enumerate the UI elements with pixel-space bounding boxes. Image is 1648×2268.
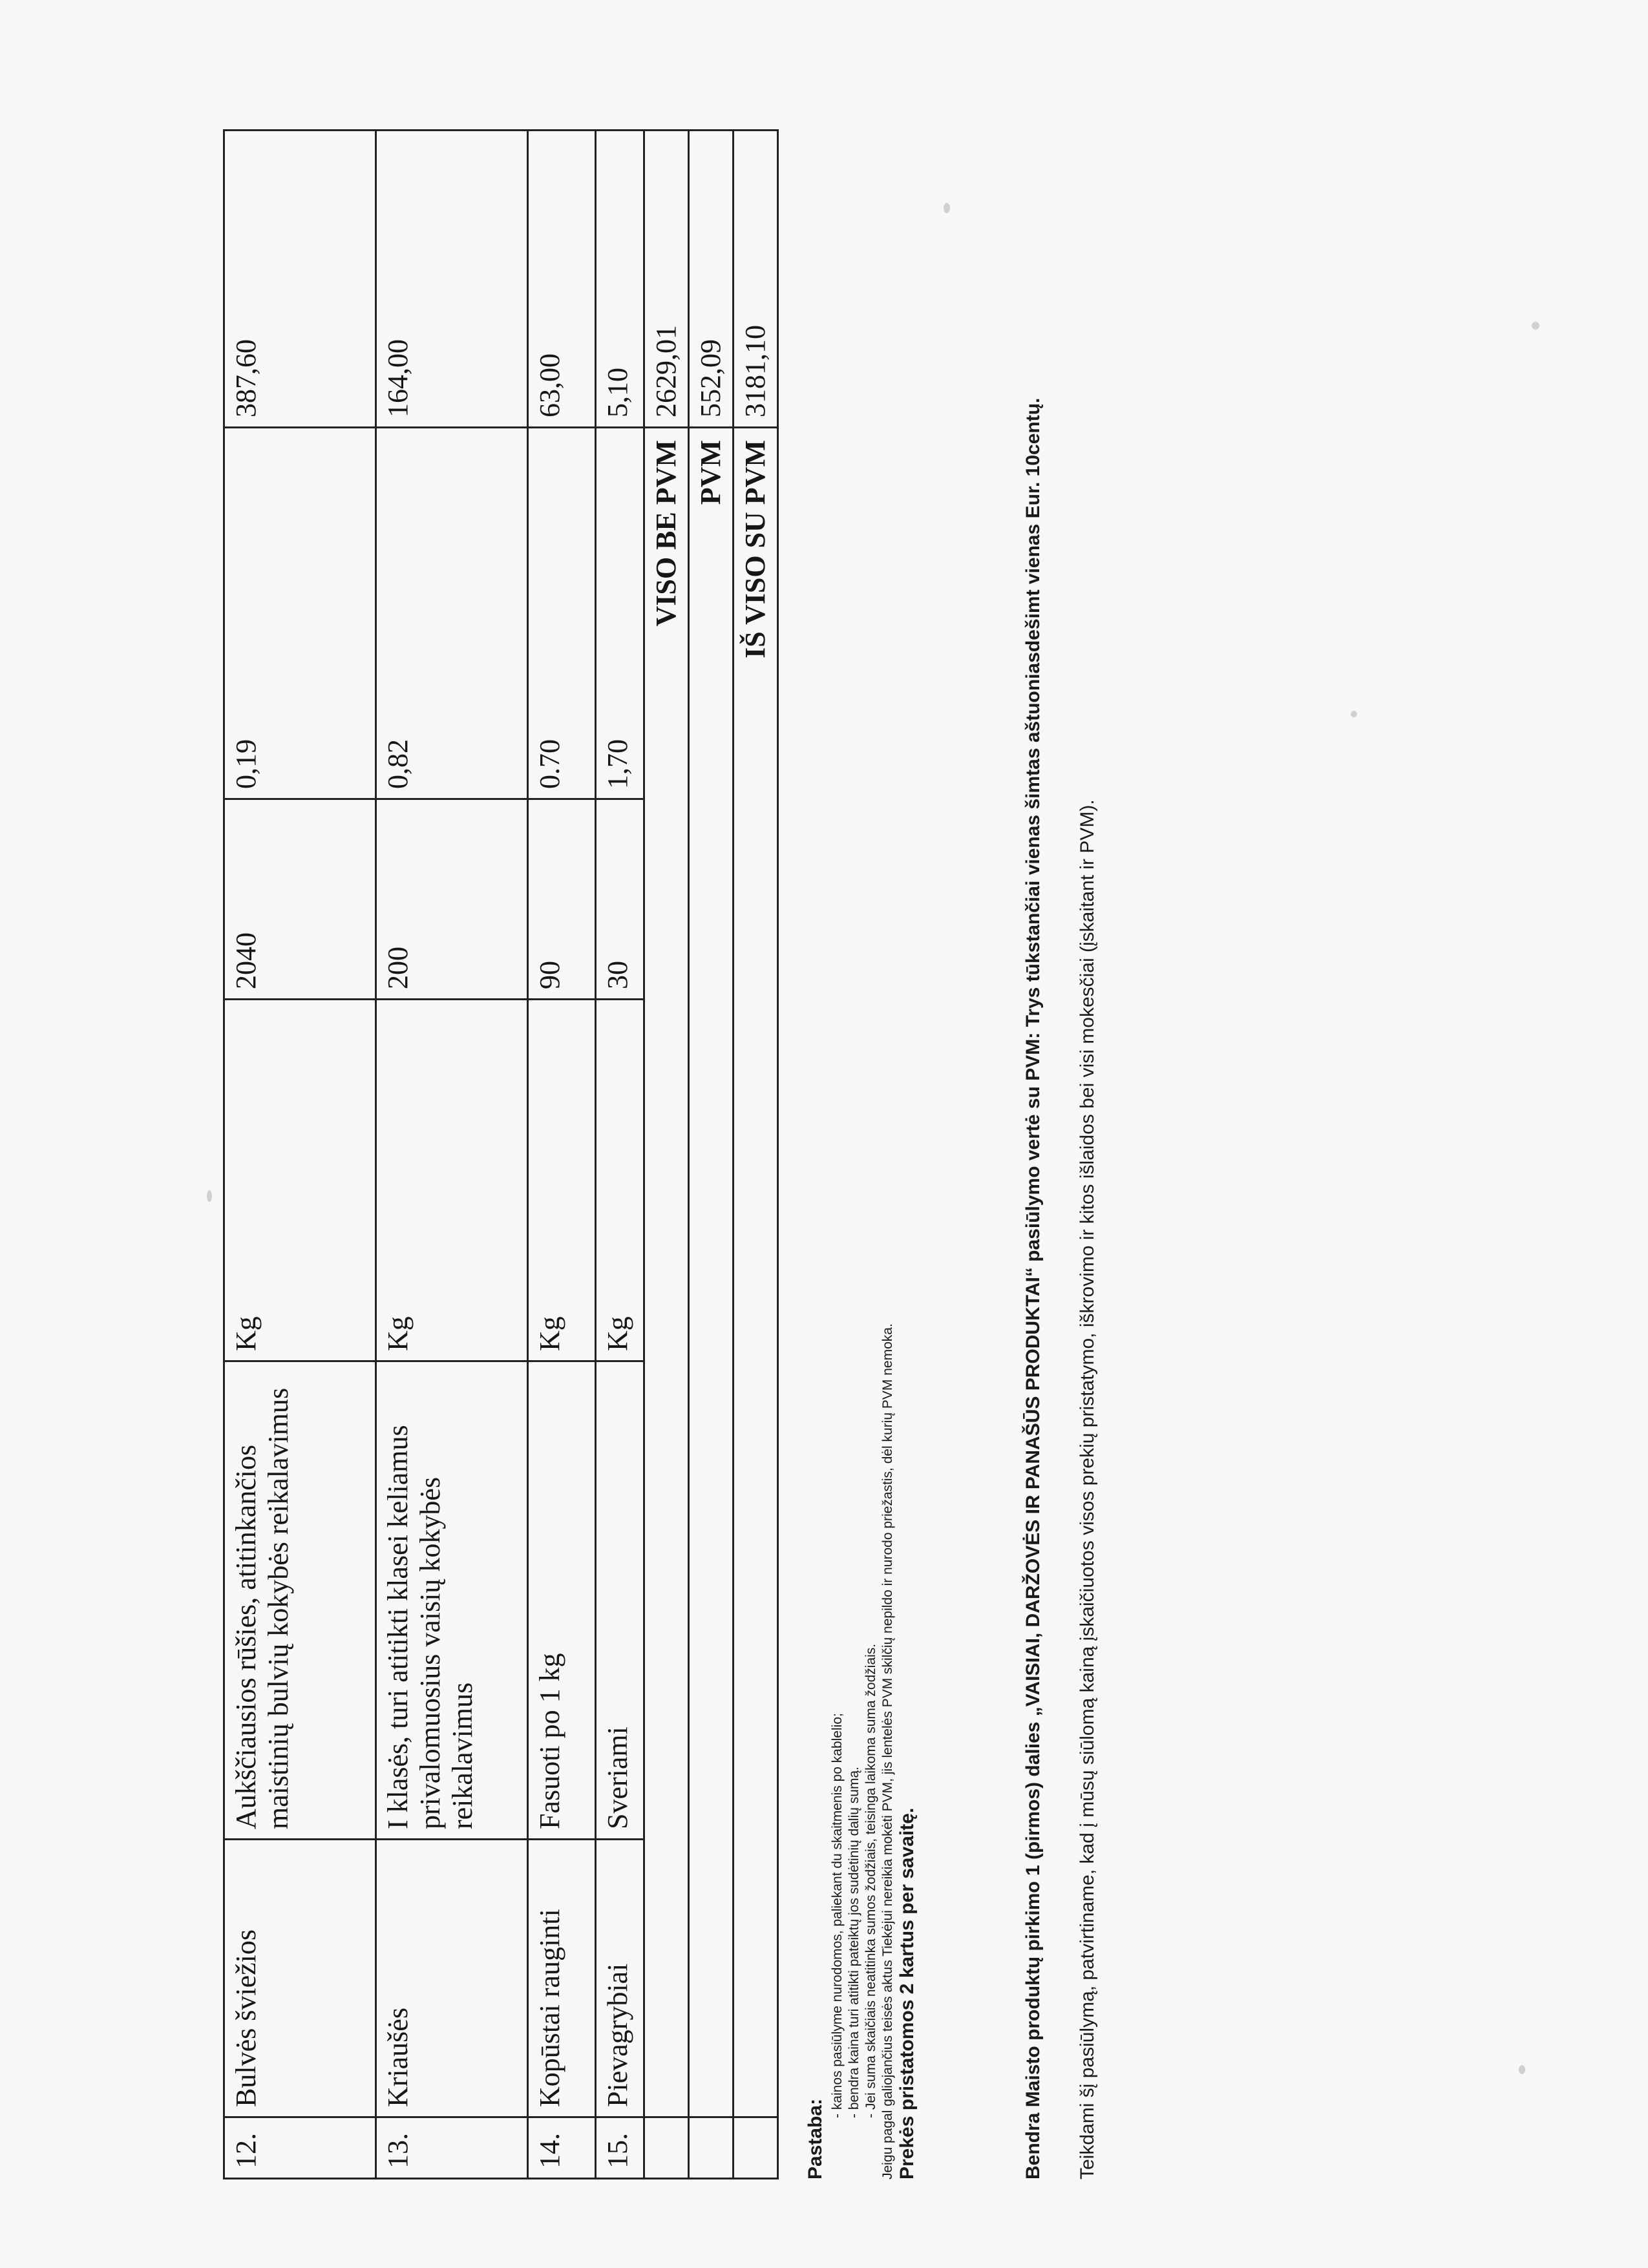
quantity: 30: [596, 799, 644, 1000]
blank-cell: [734, 2117, 778, 2179]
product-description: Fasuoti po 1 kg: [528, 1361, 596, 1840]
confirmation-text: Teikdami šį pasiūlymą, patvirtiname, kad į mūsų siūlomą kainą įskaičiuotos visos prekių pristatymo, iškrovimo ir kitos išlaidos bei visi mokesčiai (įskaitant ir PVM).: [1077, 799, 1098, 2179]
row-number: 14.: [528, 2117, 596, 2179]
unit-price: 0.70: [528, 428, 596, 799]
blank-cell: [689, 2117, 734, 2179]
product-description: Aukščiausios rūšies, atitinkančios maistinių bulvių kokybės reikalavimus: [224, 1361, 376, 1840]
quantity: 90: [528, 799, 596, 1000]
vat-note: Jeigu pagal galiojančius teisės aktus Tiekėjui nereikia mokėti PVM, jis lentelės PVM skilčių nepildo ir nurodo priežastis, dėl kurių PVM nemoka.: [880, 1323, 895, 2179]
line-total: 387,60: [224, 131, 376, 428]
line-total: 5,10: [596, 131, 644, 428]
scan-speck: [1351, 711, 1357, 717]
totals-row-without-vat: [644, 131, 689, 2179]
offer-summary: Bendra Maisto produktų pirkimo 1 (pirmos) dalies „VAISIAI, DARŽOVĖS IR PANAŠŪS PRODUKTAI“ pasiūlymo vertė su PVM: Trys tūkstančiai vienas šimtas aštuoniasdešimt vienas Eur. 10centų.: [1022, 397, 1044, 2179]
product-name: Pievagrybiai: [596, 1840, 644, 2117]
unit: Kg: [224, 1000, 376, 1361]
unit-price: 1,70: [596, 428, 644, 799]
scan-speck: [1519, 2065, 1525, 2074]
table-row: [596, 131, 644, 2179]
table-row: [376, 131, 528, 2179]
vat-value: 552,09: [689, 131, 734, 428]
row-number: 13.: [376, 2117, 528, 2179]
notes-title: Pastaba:: [805, 2098, 826, 2179]
total-with-vat-label: IŠ VISO SU PVM: [734, 428, 778, 2117]
unit: Kg: [376, 1000, 528, 1361]
unit: Kg: [596, 1000, 644, 1361]
notes-list: [829, 176, 880, 2179]
product-name: Bulvės šviežios: [224, 1840, 376, 2117]
delivery-note: Prekės pristatomos 2 kartus per savaitę.: [896, 1807, 918, 2179]
list-item: - kainos pasiūlyme nurodomos, paliekant du skaitmenis po kablelio;: [829, 176, 846, 2118]
totals-row-with-vat: [734, 131, 778, 2179]
notes-section: [805, 176, 918, 2179]
total-without-vat-value: 2629,01: [644, 131, 689, 428]
price-table: [223, 129, 779, 2179]
unit-price: 0,82: [376, 428, 528, 799]
total-with-vat-value: 3181,10: [734, 131, 778, 428]
vat-label: PVM: [689, 428, 734, 2117]
table-row: [528, 131, 596, 2179]
line-total: 63,00: [528, 131, 596, 428]
blank-cell: [644, 2117, 689, 2179]
list-item: - Jei suma skaičiais neatitinka sumos žodžiais, teisinga laikoma suma žodžiais.: [863, 176, 880, 2118]
product-name: Kriaušės: [376, 1840, 528, 2117]
unit: Kg: [528, 1000, 596, 1361]
list-item: - bendra kaina turi atitikti pateiktų jos sudėtinių dalių sumą.: [846, 176, 863, 2118]
total-without-vat-label: VISO BE PVM: [644, 428, 689, 2117]
scan-speck: [207, 1190, 212, 1202]
product-name: Kopūstai rauginti: [528, 1840, 596, 2117]
line-total: 164,00: [376, 131, 528, 428]
row-number: 12.: [224, 2117, 376, 2179]
product-description: I klasės, turi atitikti klasei keliamus privalomuosius vaisių kokybės reikalavimus: [376, 1361, 528, 1840]
unit-price: 0,19: [224, 428, 376, 799]
totals-row-vat: [689, 131, 734, 2179]
product-description: Sveriami: [596, 1361, 644, 1840]
table-row: [224, 131, 376, 2179]
scan-speck: [944, 203, 950, 213]
scan-speck: [1532, 322, 1539, 330]
quantity: 2040: [224, 799, 376, 1000]
quantity: 200: [376, 799, 528, 1000]
row-number: 15.: [596, 2117, 644, 2179]
